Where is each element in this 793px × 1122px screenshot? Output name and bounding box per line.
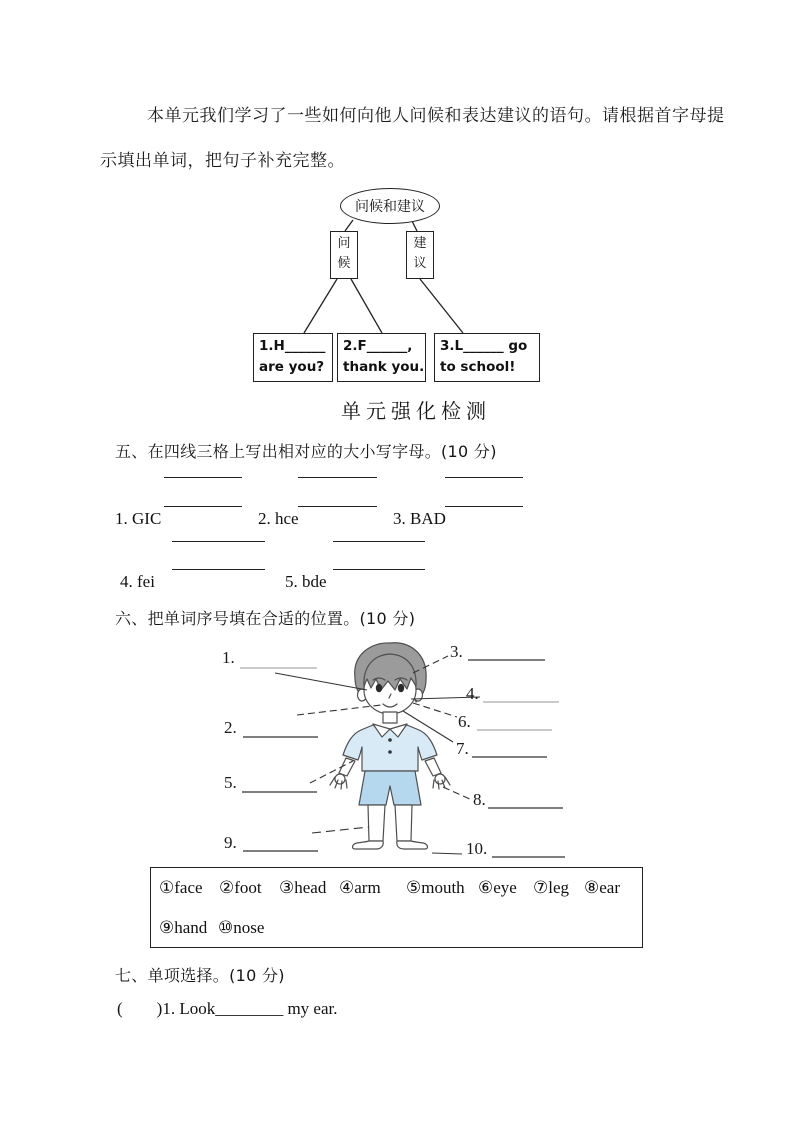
- pointer-line-8: [443, 787, 472, 800]
- boy-fingers-right: [433, 777, 450, 789]
- boy-arm-right: [425, 758, 441, 776]
- pointer-line-1: [275, 673, 367, 690]
- fill-blank-box-3: [434, 333, 540, 382]
- body-label-3: 3.: [450, 642, 463, 661]
- boy-collar: [373, 724, 407, 737]
- intro-line-2: 示填出单词，把句子补充完整。: [100, 151, 345, 171]
- boy-hand-right: [435, 774, 445, 784]
- box2-line2: thank you.: [343, 359, 425, 375]
- section5-item-4: 4. fei: [120, 572, 155, 591]
- boy-arm-left: [339, 758, 355, 776]
- pointer-line-10: [432, 853, 462, 854]
- word-bank-item-nose: ⑩nose: [218, 918, 265, 937]
- mc-question-1: ( )1. Look________ my ear.: [117, 999, 338, 1018]
- word-bank-item-leg: ⑦leg: [533, 878, 570, 897]
- boy-button-1: [388, 738, 392, 742]
- boy-foot-right: [397, 841, 428, 849]
- pointer-lines: [275, 656, 480, 854]
- boy-foot-left: [353, 841, 384, 849]
- fill-blank-box-2: [337, 333, 426, 382]
- writing-line: [298, 477, 377, 478]
- boy-shorts: [359, 771, 421, 805]
- writing-line: [172, 541, 265, 542]
- box1-line2: are you?: [259, 359, 325, 375]
- writing-line: [333, 541, 425, 542]
- pointer-line-6: [413, 703, 457, 717]
- label-numbers: [222, 642, 487, 858]
- section5-item-2: 2. hce: [258, 509, 299, 528]
- word-bank-item-eye: ⑥eye: [478, 878, 517, 897]
- boy-ear-left: [358, 689, 367, 701]
- flowchart-branch-greeting: [330, 231, 358, 279]
- writing-line: [445, 477, 523, 478]
- box2-line1: 2.F______,: [343, 338, 413, 354]
- section7-heading: 七、单项选择。(10 分): [115, 966, 285, 985]
- boy-fingers-left: [330, 777, 347, 789]
- pointer-line-7: [403, 711, 453, 742]
- body-label-8: 8.: [473, 790, 486, 809]
- boy-ear-right: [414, 689, 423, 701]
- box3-line2: to school!: [440, 359, 516, 375]
- writing-line: [298, 506, 377, 507]
- section6-heading: 六、把单词序号填在合适的位置。(10 分): [115, 609, 416, 628]
- boy-illustration: [330, 643, 450, 849]
- body-label-9: 9.: [224, 833, 237, 852]
- body-parts-figure: [150, 638, 650, 868]
- pointer-line-9: [312, 827, 369, 833]
- boy-hand-left: [335, 774, 345, 784]
- word-bank: [150, 867, 643, 948]
- flowchart-branch-suggestion: [406, 231, 434, 279]
- connector-lines: [304, 220, 463, 333]
- writing-line: [164, 506, 242, 507]
- boy-leg-left: [368, 805, 385, 841]
- boy-neck: [383, 712, 397, 723]
- word-bank-item-hand: ⑨hand: [159, 918, 208, 937]
- writing-line: [172, 569, 265, 570]
- boy-shirt: [343, 725, 437, 771]
- branch-greeting-label: 问候: [337, 236, 351, 271]
- writing-line: [333, 569, 425, 570]
- section5-item-3: 3. BAD: [393, 509, 446, 528]
- body-label-10: 10.: [466, 839, 488, 858]
- pointer-line-2: [297, 705, 381, 715]
- body-label-4: 4.: [466, 684, 479, 703]
- body-label-5: 5.: [224, 773, 237, 792]
- box3-line1: 3.L______ go: [440, 338, 528, 354]
- fill-blank-box-1: [253, 333, 333, 382]
- body-label-2: 2.: [224, 718, 237, 737]
- pointer-line-4: [411, 697, 480, 699]
- writing-line: [445, 506, 523, 507]
- pointer-line-5: [310, 761, 353, 783]
- section5-item-5: 5. bde: [285, 572, 327, 591]
- boy-face: [364, 666, 416, 714]
- boy-hair-back: [355, 643, 426, 702]
- pointer-line-3: [413, 656, 448, 673]
- flowchart-root-node: 问候和建议: [340, 188, 440, 224]
- branch-suggestion-label: 建议: [413, 236, 427, 271]
- word-bank-item-face: ①face: [159, 878, 203, 897]
- page-title: 单元强化检测: [341, 399, 491, 423]
- answer-blanks: [240, 660, 565, 857]
- boy-nose: [389, 694, 391, 698]
- boy-eye-left: [376, 684, 382, 693]
- word-bank-item-arm: ④arm: [339, 878, 381, 897]
- body-label-6: 6.: [458, 712, 471, 731]
- word-bank-item-foot: ②foot: [219, 878, 262, 897]
- boy-leg-right: [395, 805, 412, 841]
- body-label-7: 7.: [456, 739, 469, 758]
- boy-mouth: [383, 704, 397, 707]
- body-label-1: 1.: [222, 648, 235, 667]
- boy-eyebrows: [373, 678, 407, 680]
- boy-button-2: [388, 750, 392, 754]
- boy-eye-right: [398, 684, 404, 693]
- section5-item-1: 1. GIC: [115, 509, 162, 528]
- word-bank-item-ear: ⑧ear: [584, 878, 620, 897]
- writing-line: [164, 477, 242, 478]
- boy-hair-bangs: [364, 654, 416, 690]
- word-bank-item-mouth: ⑤mouth: [406, 878, 465, 897]
- intro-line-1: 本单元我们学习了一些如何向他人问候和表达建议的语句。请根据首字母提: [147, 106, 725, 126]
- word-bank-item-head: ③head: [279, 878, 327, 897]
- section5-heading: 五、在四线三格上写出相对应的大小写字母。(10 分): [115, 442, 497, 461]
- box1-line1: 1.H______: [259, 338, 326, 354]
